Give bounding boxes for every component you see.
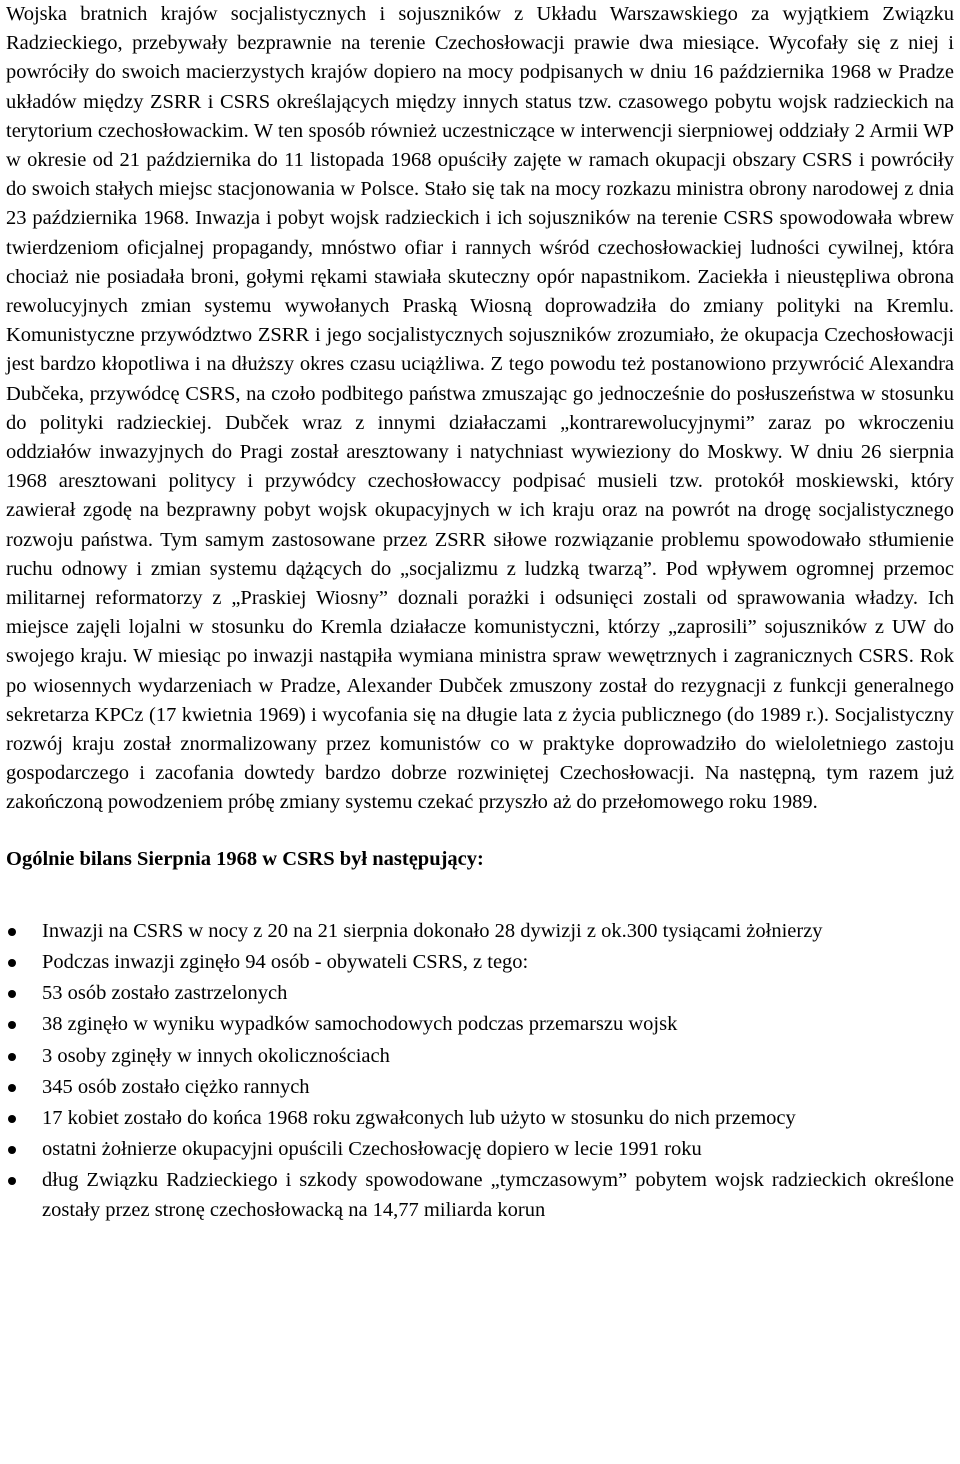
bullet-icon — [8, 928, 16, 936]
list-item-text: Podczas inwazji zginęło 94 osób - obywateli CSRS, z tego: — [42, 950, 529, 973]
main-paragraph: Wojska bratnich krajów socjalistycznych i sojuszników z Układu Warszawskiego za wyjątkiem Związku Radzieckiego, przebywały bezprawnie na terenie Czechosłowacji prawie dwa miesiące. Wycofały się z niej i powróciły do swoich macierzystych krajów dopiero na mocy podpisanych w dniu 16 października 1968 w Pradze układów między ZSRR i CSRS określających między innych status tzw. czasowego pobytu wojsk radzieckich na terytorium czechosłowackim. W ten sposób również uczestniczące w interwencji sierpniowej oddziały 2 Armii WP w okresie od 21 października do 11 listopada 1968 opuściły zajęte w ramach okupacji obszary CSRS i powróciły do swoich stałych miejsc stacjonowania w Polsce. Stało się tak na mocy rozkazu ministra obrony narodowej z dnia 23 października 1968. Inwazja i pobyt wojsk radzieckich i ich sojuszników na terenie CSRS spowodowała wbrew twierdzeniom oficjalnej propagandy, mnóstwo ofiar i rannych wśród czechosłowackiej ludności cywilnej, która chociaż nie posiadała broni, gołymi rękami stawiała skuteczny opór napastnikom. Zaciekła i nieustępliwa obrona rewolucyjnych zmian systemu wywołanych Praską Wiosną doprowadziła do zmiany polityki na Kremlu. Komunistyczne przywództwo ZSRR i jego socjalistycznych sojuszników zrozumiało, że okupacja Czechosłowacji jest bardzo kłopotliwa i na dłuższy okres czasu uciążliwa. Z tego powodu też postanowiono przywrócić Alexandra Dubčeka, przywódcę CSRS, na czoło podbitego państwa zmuszając go jednocześnie do posłuszeństwa w stosunku do polityki radzieckiej. Dubček wraz z innymi działaczami „kontrarewolucyjnymi” zaraz po wkroczeniu oddziałów inwazyjnych do Pragi został aresztowany i natychniast wywieziony do Moskwy. W dniu 26 sierpnia 1968 aresztowani politycy i przywódcy czechosłowaccy podpisać musieli tzw. protokół moskiewski, który zawierał zgodę na bezprawny pobyt wojsk okupacyjnych w ich kraju oraz na powrót na drogę socjalistycznego rozwoju państwa. Tym samym zastosowane przez ZSRR siłowe rozwiązanie problemu spowodowało stłumienie ruchu odnowy i zmian systemu dążących do „socjalizmu z ludzką twarzą”. Pod wpływem ogromnej przemoc militarnej reformatorzy z „Praskiej Wiosny” doznali porażki i odsunięci zostali od sprawowania władzy. Ich miejsce zajęli lojalni w stosunku do Kremla działacze komunistyczni, którzy „zaprosili” sojuszników z UW do swojego kraju. W miesiąc po inwazji nastąpiła wymiana ministra spraw wewętrznych i zagranicznych CSRS. Rok po wiosennych wydarzeniach w Pradze, Alexander Dubček zmuszony został do rezygnacji z funkcji generalnego sekretarza KPCz (17 kwietnia 1969) i wycofania się na długie lata z życia publicznego (do 1989 r.). Socjalistyczny rozwój kraju został znormalizowany przez komunistów co w praktyke doprowadziło do wieloletniego zastoju gospodarczego i zacofania dowtedy bardzo dobrze rozwiniętej Czechosłowacji. Na następną, tym razem już zakończoną powodzeniem próbę zmiany systemu czekać przyszło aż do przełomowego roku 1989. — [6, 3, 954, 814]
list-item-text: dług Związku Radzieckiego i szkody spowodowane „tymczasowym” pobytem wojsk radzieckich określone zostały przez stronę czechosłowacką na 14,77 miliarda korun — [42, 1169, 954, 1221]
list-item-text: ostatni żołnierze okupacyjni opuścili Czechosłowację dopiero w lecie 1991 roku — [42, 1138, 702, 1161]
list-item-text: 3 osoby zginęły w innych okolicznościach — [42, 1044, 390, 1067]
bullet-icon — [8, 1146, 16, 1154]
list-item-text: 345 osób zostało ciężko rannych — [42, 1075, 310, 1098]
bullet-icon — [8, 1021, 16, 1029]
summary-heading: Ogólnie bilans Sierpnia 1968 w CSRS był następujący: — [6, 847, 484, 870]
bullet-icon — [8, 1177, 16, 1185]
list-item-text: 17 kobiet zostało do końca 1968 roku zgwałconych lub użyto w stosunku do nich przemocy — [42, 1106, 796, 1129]
list-item-text: 38 zginęło w wyniku wypadków samochodowych podczas przemarszu wojsk — [42, 1013, 678, 1036]
bullet-icon — [8, 1053, 16, 1061]
bullet-icon — [8, 959, 16, 967]
bullet-icon — [8, 1084, 16, 1092]
list-item — [6, 948, 954, 977]
list-item — [6, 1010, 954, 1039]
bullet-icon — [8, 990, 16, 998]
list-item — [6, 1166, 954, 1224]
list-item-text: Inwazji na CSRS w nocy z 20 na 21 sierpnia dokonało 28 dywizji z ok.300 tysiącami żołnierzy — [42, 919, 823, 942]
list-item-text: 53 osób zostało zastrzelonych — [42, 982, 288, 1005]
list-item — [6, 979, 954, 1008]
list-item — [6, 1073, 954, 1102]
list-item — [6, 917, 954, 946]
list-item — [6, 1104, 954, 1133]
bullet-icon — [8, 1115, 16, 1123]
summary-list — [6, 917, 954, 1225]
list-item — [6, 1135, 954, 1164]
list-item — [6, 1042, 954, 1071]
